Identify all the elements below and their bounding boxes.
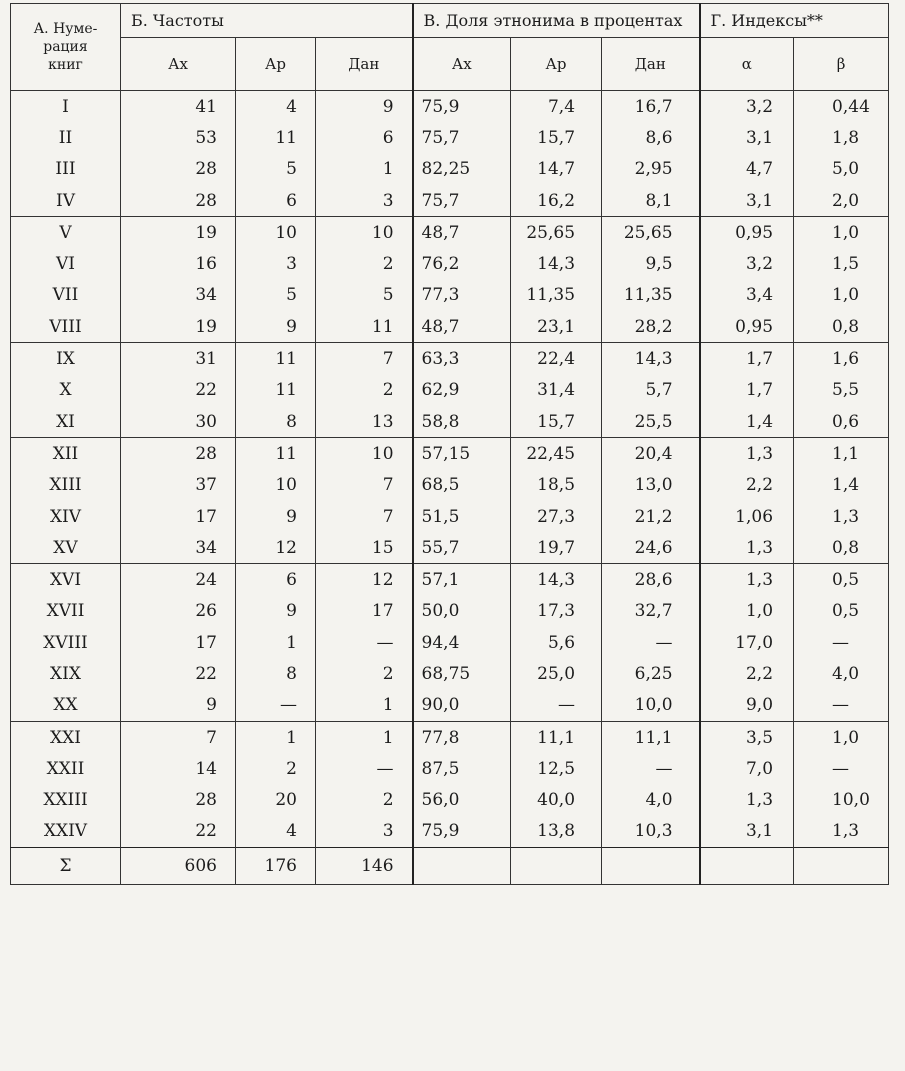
pct-ax-cell: 58,8 [413,406,511,438]
index-alpha-cell: 2,2 [700,658,794,689]
freq-dan-cell: 7 [382,506,394,527]
freq-dan-cell: 2 [382,790,394,811]
freq-ar-cell: 4 [236,816,316,848]
freq-dan-cell: 7 [382,475,394,496]
pct-ax-cell: 87,5 [413,753,511,784]
pct-dan-cell: 28,6 [602,564,700,596]
index-beta-cell: 1,1 [794,438,889,470]
freq-dan-cell: 10 [316,438,413,470]
freq-ax-cell: 17 [121,627,236,658]
index-beta-cell: — [832,632,850,653]
index-alpha-cell: 3,4 [700,280,794,311]
sum-empty-pct-ar [511,848,602,885]
table-row [11,406,889,438]
freq-ar-cell: 1 [236,721,316,753]
index-alpha-cell: 1,0 [700,596,794,627]
book-number-cell: VI [11,248,121,279]
header-pct-ar: Ар [511,38,602,91]
pct-dan-cell: 8,1 [645,190,673,211]
freq-dan-cell: 6 [382,127,394,148]
index-alpha-cell: 1,7 [700,375,794,406]
book-number-cell: VIII [11,311,121,343]
pct-ax-cell: 56,0 [413,785,511,816]
table-header [11,4,889,91]
freq-ax-cell: 28 [121,438,236,470]
book-number-cell: XII [11,438,121,470]
book-number-cell: VII [11,280,121,311]
freq-ax-cell: 31 [121,343,236,375]
pct-ax-cell: 75,9 [413,816,511,848]
table-row [11,343,889,375]
table-row [11,311,889,343]
freq-dan-cell: 12 [316,564,413,596]
pct-ar-cell: 27,3 [511,501,602,532]
book-number-cell: XIV [11,501,121,532]
pct-dan-cell: 24,6 [634,537,673,558]
index-beta-cell: 1,3 [832,821,860,842]
table-row [11,217,889,249]
book-number-cell: XVI [11,564,121,596]
freq-ar-cell: 9 [236,501,316,532]
table-row [11,596,889,627]
freq-ar-cell: 9 [236,311,316,343]
index-beta-cell: — [832,758,850,779]
table-row [11,154,889,185]
sum-freq-dan: 146 [316,848,413,885]
pct-dan-cell: 25,65 [602,217,700,249]
pct-ax-cell: 90,0 [413,690,511,722]
index-alpha-cell: 3,1 [700,122,794,153]
pct-ax-cell: 75,9 [413,91,511,123]
pct-ax-cell: 51,5 [413,501,511,532]
freq-ar-cell: — [236,690,316,722]
freq-ar-cell: 1 [236,627,316,658]
index-beta-cell: 4,0 [832,663,860,684]
header-book-numbering: А. Нуме- рация книг [11,4,121,91]
freq-dan-cell: 17 [371,601,394,622]
freq-dan-cell: 2 [382,380,394,401]
pct-ar-cell: 13,8 [511,816,602,848]
index-beta-cell: 0,8 [832,316,860,337]
freq-ax-cell: 22 [121,816,236,848]
pct-dan-cell: 11,1 [602,721,700,753]
pct-dan-cell: — [655,632,673,653]
freq-ar-cell: 11 [236,438,316,470]
pct-ar-cell: 16,2 [511,185,602,217]
pct-ax-cell: 76,2 [413,248,511,279]
pct-ax-cell: 75,7 [413,185,511,217]
freq-dan-cell: 3 [382,190,394,211]
index-alpha-cell: 3,1 [700,816,794,848]
pct-ar-cell: 22,45 [511,438,602,470]
pct-ax-cell: 77,8 [413,721,511,753]
header-freq-ar: Ар [236,38,316,91]
freq-dan-cell: 15 [371,537,394,558]
pct-ar-cell: 17,3 [511,596,602,627]
table-body [11,91,889,885]
index-beta-cell: 1,8 [832,127,860,148]
table-row [11,564,889,596]
freq-dan-cell: 3 [382,821,394,842]
freq-ar-cell: 8 [236,658,316,689]
sum-empty-pct-dan [602,848,700,885]
pct-ax-cell: 63,3 [413,343,511,375]
pct-ar-cell: 14,3 [511,248,602,279]
pct-dan-cell: 10,3 [634,821,673,842]
index-beta-cell: 0,5 [832,601,860,622]
freq-dan-cell: 5 [382,285,394,306]
pct-ax-cell: 57,1 [413,564,511,596]
freq-ax-cell: 16 [121,248,236,279]
header-pct-ax: Ах [413,38,511,91]
pct-ax-cell: 57,15 [413,438,511,470]
pct-ar-cell: 7,4 [511,91,602,123]
book-number-cell: II [11,122,121,153]
table-row [11,375,889,406]
pct-ax-cell: 62,9 [413,375,511,406]
freq-dan-cell: 1 [382,159,394,180]
index-alpha-cell: 1,3 [700,532,794,564]
book-number-cell: X [11,375,121,406]
freq-ax-cell: 37 [121,470,236,501]
book-number-cell: XIII [11,470,121,501]
table-row [11,280,889,311]
header-index-beta: β [794,38,889,91]
index-alpha-cell: 1,7 [700,343,794,375]
book-number-cell: XXII [11,753,121,784]
index-alpha-cell: 3,2 [700,91,794,123]
freq-ar-cell: 6 [236,185,316,217]
pct-ar-cell: 40,0 [511,785,602,816]
freq-ax-cell: 22 [121,375,236,406]
table-row [11,690,889,722]
sum-empty-beta [794,848,889,885]
header-indices: Г. Индексы** [700,4,889,38]
table-row [11,721,889,753]
index-beta-cell: 1,5 [832,254,860,275]
freq-ar-cell: 9 [236,596,316,627]
header-index-alpha: α [700,38,794,91]
table-row [11,785,889,816]
book-number-cell: V [11,217,121,249]
index-beta-cell: 0,44 [832,96,870,117]
header-ethnonym-share: В. Доля этнонима в процентах [413,4,700,38]
header-pct-dan: Дан [602,38,700,91]
freq-ax-cell: 34 [121,280,236,311]
table-row [11,91,889,123]
index-alpha-cell: 1,3 [700,785,794,816]
pct-ax-cell: 68,75 [413,658,511,689]
pct-dan-cell: 21,2 [634,506,673,527]
freq-ax-cell: 41 [121,91,236,123]
pct-dan-cell: 20,4 [602,438,700,470]
table-row [11,470,889,501]
index-beta-cell: 2,0 [832,190,860,211]
pct-ax-cell: 75,7 [413,122,511,153]
index-alpha-cell: 3,2 [700,248,794,279]
freq-ar-cell: 20 [236,785,316,816]
freq-dan-cell: 1 [382,695,394,716]
freq-dan-cell: 13 [371,411,394,432]
freq-ar-cell: 4 [236,91,316,123]
index-alpha-cell: 17,0 [700,627,794,658]
table-row [11,185,889,217]
pct-dan-cell: 2,95 [634,159,673,180]
freq-ar-cell: 10 [236,470,316,501]
freq-ax-cell: 34 [121,532,236,564]
pct-ar-cell: 15,7 [511,406,602,438]
data-table-container [10,3,888,1064]
book-number-cell: XVIII [11,627,121,658]
pct-ax-cell: 50,0 [413,596,511,627]
book-number-cell: IX [11,343,121,375]
index-beta-cell: 1,4 [832,475,860,496]
sum-freq-ar: 176 [236,848,316,885]
pct-ax-cell: 77,3 [413,280,511,311]
pct-dan-cell: 10,0 [634,695,673,716]
freq-ar-cell: 11 [236,122,316,153]
pct-ar-cell: 5,6 [511,627,602,658]
pct-ax-cell: 94,4 [413,627,511,658]
sum-freq-ax: 606 [121,848,236,885]
book-number-cell: XXIV [11,816,121,848]
freq-ar-cell: 8 [236,406,316,438]
freq-ar-cell: 6 [236,564,316,596]
freq-ar-cell: 11 [236,375,316,406]
pct-ar-cell: 15,7 [511,122,602,153]
table-row [11,753,889,784]
index-alpha-cell: 0,95 [700,217,794,249]
index-beta-cell: 0,8 [832,537,860,558]
pct-ar-cell: 22,4 [511,343,602,375]
freq-dan-cell: — [376,758,394,779]
sum-empty-pct-ax [413,848,511,885]
freq-dan-cell: 11 [371,316,394,337]
book-number-cell: XI [11,406,121,438]
freq-ax-cell: 28 [121,154,236,185]
freq-ar-cell: 3 [236,248,316,279]
freq-ax-cell: 26 [121,596,236,627]
book-number-cell: XVII [11,596,121,627]
freq-ax-cell: 19 [121,217,236,249]
book-number-cell: III [11,154,121,185]
index-alpha-cell: 4,7 [700,154,794,185]
table-row [11,816,889,848]
pct-dan-cell: — [655,758,673,779]
pct-ax-cell: 55,7 [413,532,511,564]
pct-dan-cell: 32,7 [634,601,673,622]
freq-dan-cell: 1 [316,721,413,753]
index-alpha-cell: 3,1 [700,185,794,217]
freq-ax-cell: 28 [121,785,236,816]
pct-ar-cell: 18,5 [511,470,602,501]
freq-ar-cell: 2 [236,753,316,784]
index-beta-cell: 1,0 [832,285,860,306]
index-alpha-cell: 2,2 [700,470,794,501]
book-number-cell: XV [11,532,121,564]
header-frequencies: Б. Частоты [121,4,413,38]
freq-ax-cell: 24 [121,564,236,596]
freq-ar-cell: 11 [236,343,316,375]
pct-ar-cell: 25,65 [511,217,602,249]
pct-ar-cell: 31,4 [511,375,602,406]
book-number-cell: IV [11,185,121,217]
pct-ar-cell: 11,35 [511,280,602,311]
index-beta-cell: — [832,695,850,716]
index-beta-cell: 0,5 [794,564,889,596]
pct-ax-cell: 48,7 [413,217,511,249]
freq-dan-cell: 7 [316,343,413,375]
table-row [11,532,889,564]
freq-dan-cell: 9 [382,96,394,117]
index-beta-cell: 5,5 [832,380,860,401]
book-number-cell: I [11,91,121,123]
pct-dan-cell: 8,6 [645,127,673,148]
header-freq-dan: Дан [316,38,413,91]
index-alpha-cell: 7,0 [700,753,794,784]
table-row [11,122,889,153]
table-row [11,627,889,658]
pct-ar-cell: 12,5 [511,753,602,784]
table-row [11,501,889,532]
freq-dan-cell: — [376,632,394,653]
freq-ax-cell: 9 [121,690,236,722]
pct-ax-cell: 68,5 [413,470,511,501]
index-alpha-cell: 1,06 [700,501,794,532]
index-alpha-cell: 1,4 [700,406,794,438]
freq-ax-cell: 19 [121,311,236,343]
freq-dan-cell: 10 [316,217,413,249]
pct-dan-cell: 9,5 [645,254,673,275]
pct-dan-cell: 13,0 [634,475,673,496]
index-alpha-cell: 1,3 [700,438,794,470]
book-number-cell: XIX [11,658,121,689]
freq-ax-cell: 30 [121,406,236,438]
freq-ar-cell: 5 [236,154,316,185]
pct-ar-cell: 25,0 [511,658,602,689]
freq-ax-cell: 53 [121,122,236,153]
pct-ar-cell: — [511,690,602,722]
freq-ax-cell: 28 [121,185,236,217]
book-number-cell: XX [11,690,121,722]
pct-dan-cell: 28,2 [634,316,673,337]
pct-ar-cell: 23,1 [511,311,602,343]
index-beta-cell: 1,3 [832,506,860,527]
freq-ax-cell: 17 [121,501,236,532]
table-row [11,248,889,279]
header-freq-ax: Ах [121,38,236,91]
table-row [11,438,889,470]
sum-empty-alpha [700,848,794,885]
pct-dan-cell: 4,0 [645,790,673,811]
index-beta-cell: 10,0 [832,790,870,811]
index-alpha-cell: 0,95 [700,311,794,343]
freq-ar-cell: 5 [236,280,316,311]
pct-dan-cell: 14,3 [602,343,700,375]
index-alpha-cell: 3,5 [700,721,794,753]
book-number-cell: XXIII [11,785,121,816]
freq-dan-cell: 2 [382,663,394,684]
pct-ax-cell: 82,25 [413,154,511,185]
index-beta-cell: 1,0 [794,721,889,753]
pct-ar-cell: 14,7 [511,154,602,185]
freq-ax-cell: 14 [121,753,236,784]
freq-ar-cell: 10 [236,217,316,249]
sum-row [11,848,889,885]
index-beta-cell: 1,0 [794,217,889,249]
index-alpha-cell: 1,3 [700,564,794,596]
sum-label: Σ [11,848,121,885]
ethnonym-frequency-table [10,3,889,885]
freq-ax-cell: 22 [121,658,236,689]
pct-dan-cell: 6,25 [634,663,673,684]
index-beta-cell: 0,6 [832,411,860,432]
book-number-cell: XXI [11,721,121,753]
pct-ar-cell: 19,7 [511,532,602,564]
index-beta-cell: 5,0 [832,159,860,180]
freq-dan-cell: 2 [382,254,394,275]
index-beta-cell: 1,6 [794,343,889,375]
pct-dan-cell: 5,7 [645,380,673,401]
pct-dan-cell: 16,7 [634,96,673,117]
pct-ax-cell: 48,7 [413,311,511,343]
freq-ax-cell: 7 [121,721,236,753]
pct-ar-cell: 11,1 [511,721,602,753]
pct-dan-cell: 25,5 [634,411,673,432]
index-alpha-cell: 9,0 [700,690,794,722]
pct-dan-cell: 11,35 [623,285,673,306]
table-row [11,658,889,689]
freq-ar-cell: 12 [236,532,316,564]
pct-ar-cell: 14,3 [511,564,602,596]
